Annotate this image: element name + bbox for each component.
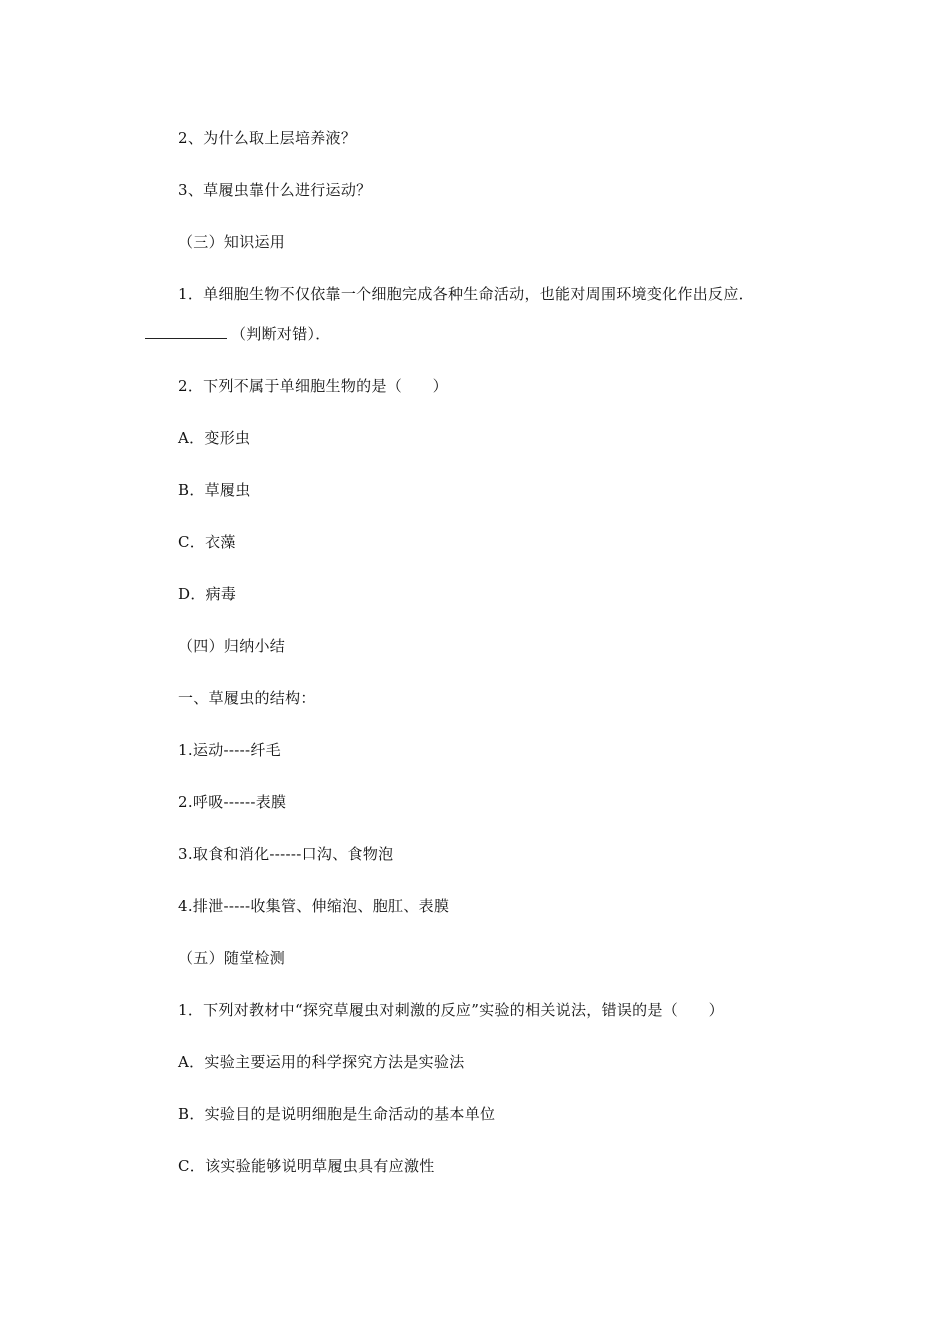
summary-item-excretion: 4.排泄-----收集管、伸缩泡、胞肛、表膜 [178, 897, 450, 915]
question-3-text: 3、草履虫靠什么进行运动？ [178, 181, 372, 199]
exercise-1-suffix: （判断对错）． [231, 325, 331, 343]
quiz-1-option-a: A．实验主要运用的科学探究方法是实验法 [178, 1053, 465, 1071]
exercise-2-question: 2．下列不属于单细胞生物的是（ ） [178, 377, 448, 395]
exercise-2-option-a: A．变形虫 [178, 429, 251, 447]
exercise-1-statement: 1．单细胞生物不仅依靠一个细胞完成各种生命活动，也能对周围环境变化作出反应． [178, 285, 754, 303]
quiz-1-option-c: C．该实验能够说明草履虫具有应激性 [178, 1157, 435, 1175]
exercise-1-answer-line [145, 324, 331, 344]
section-heading-summary: （四）归纳小结 [178, 637, 286, 655]
exercise-2-option-d: D．病毒 [178, 585, 237, 603]
quiz-1-option-b: B．实验目的是说明细胞是生命活动的基本单位 [178, 1105, 496, 1123]
section-heading-quiz: （五）随堂检测 [178, 949, 286, 967]
quiz-1-question: 1．下列对教材中“探究草履虫对刺激的反应”实验的相关说法，错误的是（ ） [178, 1001, 724, 1019]
answer-blank [145, 324, 227, 339]
summary-item-movement: 1.运动-----纤毛 [178, 741, 281, 759]
exercise-2-option-b: B．草履虫 [178, 481, 251, 499]
exercise-2-option-c: C．衣藻 [178, 533, 236, 551]
section-heading-knowledge-application: （三）知识运用 [178, 233, 286, 251]
summary-item-respiration: 2.呼吸------表膜 [178, 793, 287, 811]
summary-structure-heading: 一、草履虫的结构： [178, 689, 316, 707]
summary-item-digestion: 3.取食和消化------口沟、食物泡 [178, 845, 394, 863]
question-2-text: 2、为什么取上层培养液？ [178, 129, 357, 147]
